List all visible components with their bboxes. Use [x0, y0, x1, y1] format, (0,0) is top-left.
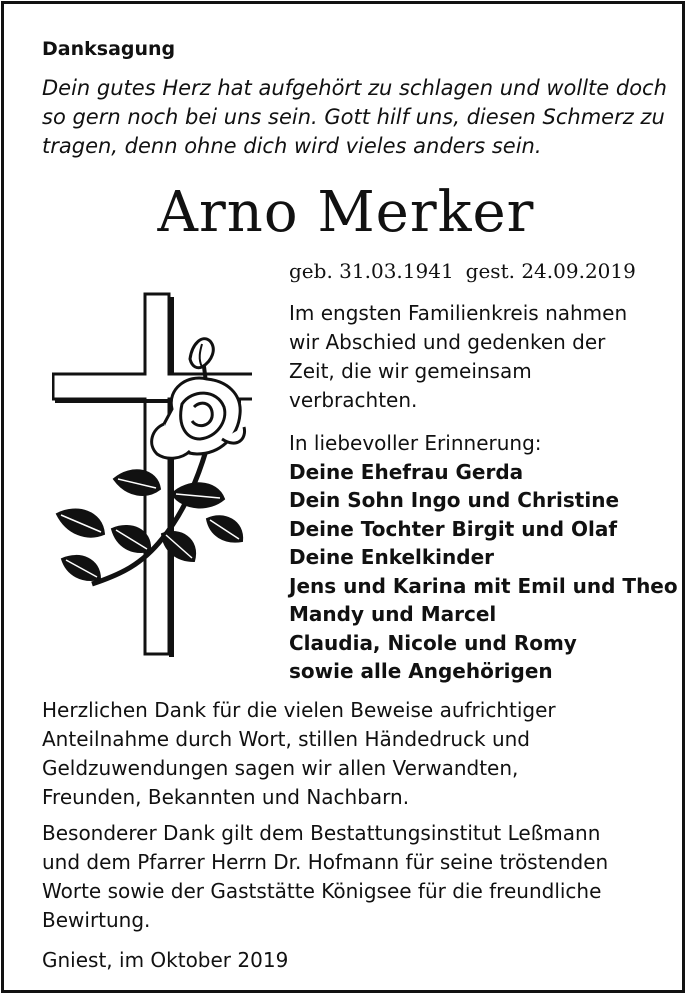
thanks-line: Anteilnahme durch Wort, stillen Händedruck und	[42, 727, 530, 751]
farewell-line: wir Abschied und gedenken der	[289, 330, 606, 354]
birth-date: geb. 31.03.1941	[289, 259, 454, 283]
death-date: gest. 24.09.2019	[465, 259, 636, 283]
verse	[42, 74, 672, 161]
life-dates	[289, 259, 636, 283]
family-list	[289, 429, 679, 686]
verse-line: Dein gutes Herz hat aufgehört zu schlagen und wollte doch	[42, 76, 667, 100]
family-line: Deine Tochter Birgit und Olaf	[289, 516, 618, 541]
family-line: Jens und Karina mit Emil und Theo	[289, 573, 678, 598]
cross-with-rose-icon	[52, 289, 252, 664]
farewell-line: verbrachten.	[289, 388, 418, 412]
thanks-line: Herzlichen Dank für die vielen Beweise aufrichtiger	[42, 698, 556, 722]
special-thanks-line: Bewirtung.	[42, 908, 151, 932]
special-thanks-line: Worte sowie der Gaststätte Königsee für die freundliche	[42, 879, 602, 903]
verse-line: tragen, denn ohne dich wird vieles anders sein.	[42, 134, 542, 158]
farewell-line: Im engsten Familienkreis nahmen	[289, 301, 628, 325]
farewell-paragraph	[289, 299, 679, 415]
special-thanks-line: Besonderer Dank gilt dem Bestattungsinstitut Leßmann	[42, 821, 601, 845]
special-thanks-line: und dem Pfarrer Herrn Dr. Hofmann für seine tröstenden	[42, 850, 609, 874]
memory-intro: In liebevoller Erinnerung:	[289, 431, 542, 455]
farewell-line: Zeit, die wir gemeinsam	[289, 359, 532, 383]
thanks-line: Freunden, Bekannten und Nachbarn.	[42, 785, 410, 809]
family-line: sowie alle Angehörigen	[289, 659, 553, 683]
special-thanks-paragraph	[42, 819, 682, 935]
heading: Danksagung	[42, 38, 176, 60]
verse-line: so gern noch bei uns sein. Gott hilf uns, diesen Schmerz zu	[42, 105, 665, 129]
family-line: Claudia, Nicole und Romy	[289, 630, 577, 655]
thanks-line: Geldzuwendungen sagen wir allen Verwandten,	[42, 756, 519, 780]
obituary-notice	[1, 1, 685, 993]
place-date-text: Gniest, im Oktober 2019	[42, 948, 289, 972]
family-line: Dein Sohn Ingo und Christine	[289, 488, 620, 512]
family-line: Deine Ehefrau Gerda	[289, 459, 524, 484]
family-line: Mandy und Marcel	[289, 602, 497, 626]
family-line: Deine Enkelkinder	[289, 545, 495, 569]
place-date	[42, 946, 682, 975]
deceased-name: Arno Merker	[157, 180, 535, 245]
thanks-paragraph	[42, 696, 682, 812]
